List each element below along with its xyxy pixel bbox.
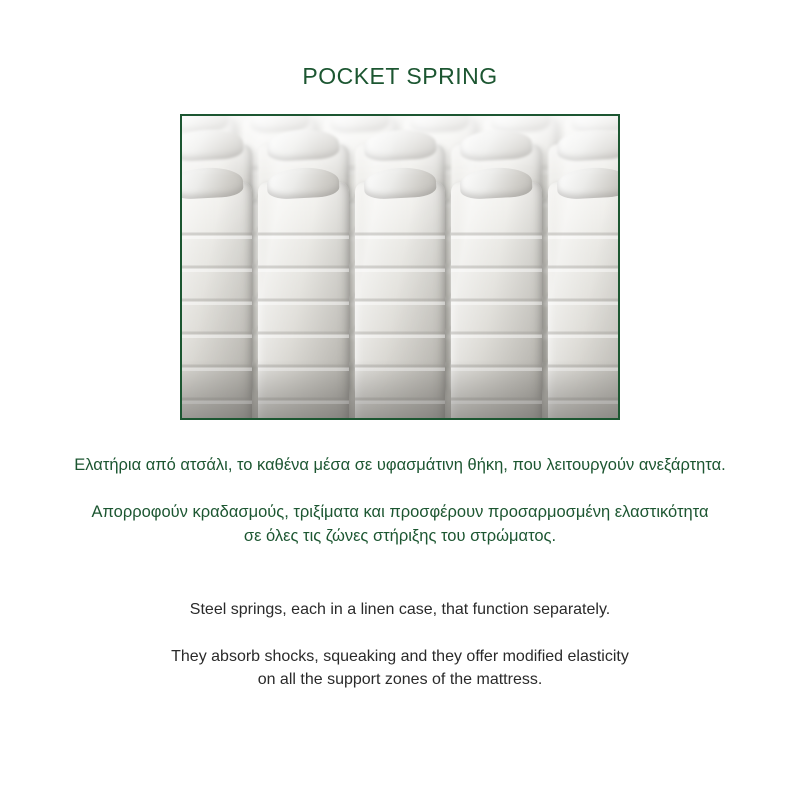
pocket-spring-photo [182, 116, 618, 418]
english-caption-line-3: on all the support zones of the mattress. [257, 671, 543, 688]
photo-top-haze [182, 116, 618, 176]
greek-caption-line-2: Απορροφούν κραδασμούς, τριξίματα και προσφέρουν προσαρμοσμένη ελαστικότητα [91, 503, 709, 521]
english-caption-line-1: Steel springs, each in a linen case, that function separately. [189, 601, 611, 618]
greek-caption-line-3: σε όλες τις ζώνες στήριξης του στρώματος. [243, 527, 557, 545]
english-caption-line-2: They absorb shocks, squeaking and they offer modified elasticity [171, 648, 629, 665]
captions-block [0, 440, 800, 691]
greek-caption-line-1: Ελατήρια από ατσάλι, το καθένα μέσα σε υφασμάτινη θήκη, που λειτουργούν ανεξάρτητα. [74, 456, 726, 474]
pocket-spring-image-frame [180, 114, 620, 420]
photo-bottom-shadow [182, 360, 618, 418]
page-title: POCKET SPRING [302, 63, 498, 89]
